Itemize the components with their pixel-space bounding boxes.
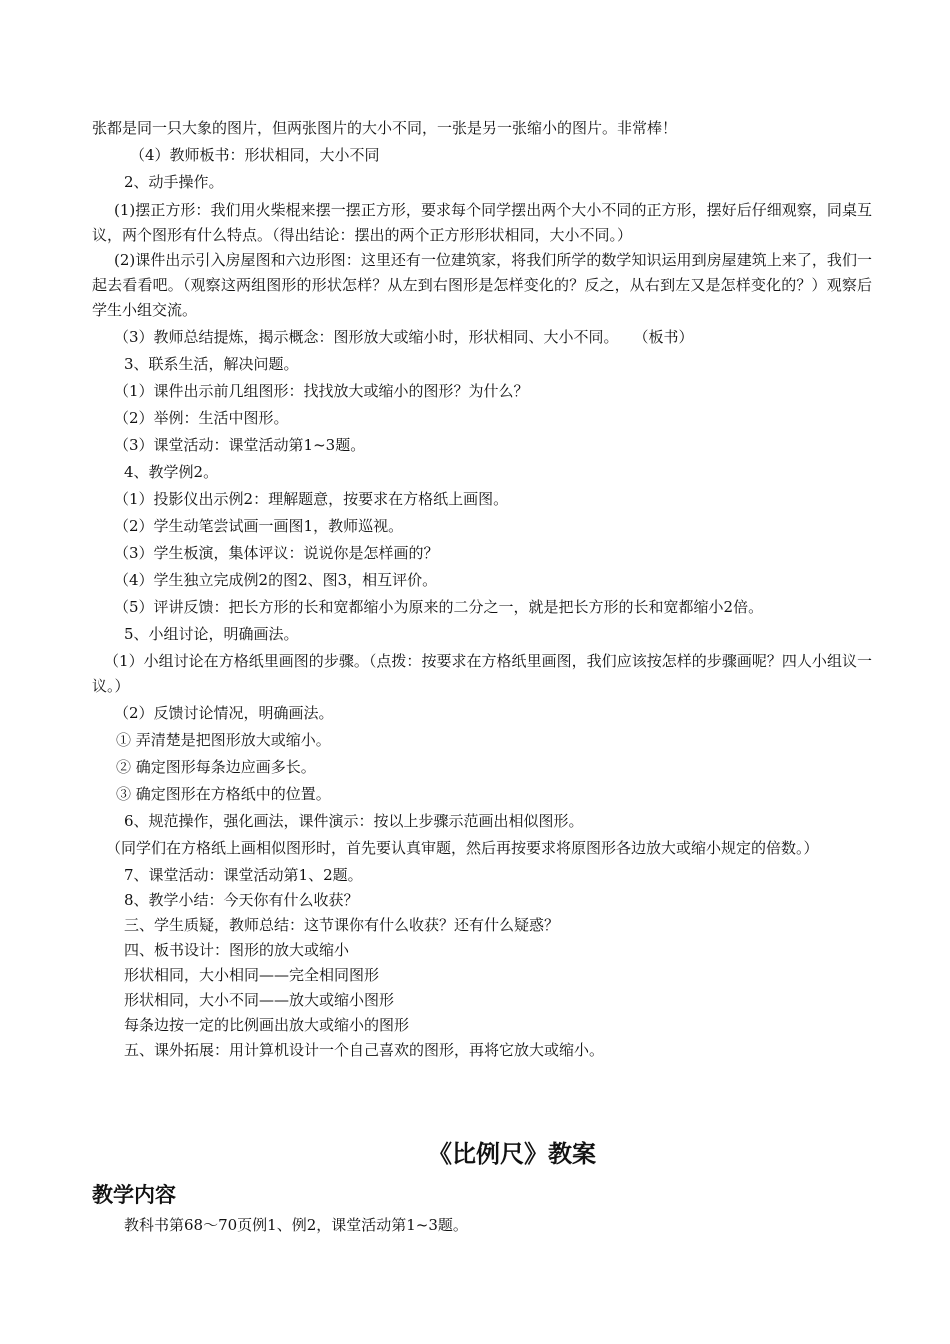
paragraph: （1）课件出示前几组图形：找找放大或缩小的图形？为什么？: [114, 382, 529, 400]
paragraph: (2)课件出示引入房屋图和六边形图：这里还有一位建筑家，将我们所学的数学知识运用到房屋建筑上来了，我们一起去看看吧。（观察这两组图形的形状怎样？从左到右图形是怎样变化的？反之，从右到左又是怎样变化的？）观察后学生小组交流。: [92, 251, 872, 319]
paragraph: （1）投影仪出示例2：理解题意，按要求在方格纸上画图。: [114, 490, 509, 508]
paragraph: （2）学生动笔尝试画一画图1，教师巡视。: [114, 517, 404, 535]
paragraph: （3）课堂活动：课堂活动第1~3题。: [114, 436, 366, 454]
paragraph: 4、教学例2。: [124, 463, 219, 481]
paragraph: 三、学生质疑，教师总结：这节课你有什么收获？还有什么疑惑？: [124, 916, 560, 934]
paragraph: ③ 确定图形在方格纸中的位置。: [116, 785, 331, 803]
paragraph: 形状相同，大小相同——完全相同图形: [124, 966, 380, 984]
paragraph: (1)摆正方形：我们用火柴棍来摆一摆正方形，要求每个同学摆出两个大小不同的正方形，摆好后仔细观察，同桌互议，两个图形有什么特点。（得出结论：摆出的两个正方形形状相同，大小不同。）: [92, 201, 872, 244]
paragraph: 2、动手操作。: [124, 173, 224, 191]
paragraph: （3）教师总结提炼，揭示概念：图形放大或缩小时，形状相同、大小不同。 （板书）: [114, 328, 694, 346]
paragraph: 6、规范操作，强化画法，课件演示：按以上步骤示范画出相似图形。: [124, 812, 584, 830]
paragraph: （1）小组讨论在方格纸里画图的步骤。（点拨：按要求在方格纸里画图，我们应该按怎样的步骤画呢？四人小组议一议。）: [92, 652, 872, 695]
paragraph: 五、课外拓展：用计算机设计一个自己喜欢的图形，再将它放大或缩小。: [124, 1041, 605, 1059]
paragraph: （2）反馈讨论情况，明确画法。: [114, 704, 334, 722]
section-heading: 教学内容: [92, 1183, 176, 1207]
section-text: 教科书第68～70页例1、例2，课堂活动第1~3题。: [124, 1216, 468, 1234]
paragraph: 7、课堂活动：课堂活动第1、2题。: [124, 866, 363, 884]
paragraph: 形状相同，大小不同——放大或缩小图形: [124, 991, 395, 1009]
paragraph: 四、板书设计：图形的放大或缩小: [124, 941, 350, 959]
paragraph: （4）学生独立完成例2的图2、图3，相互评价。: [114, 571, 438, 589]
paragraph: （5）评讲反馈：把长方形的长和宽都缩小为原来的二分之一，就是把长方形的长和宽都缩小2倍。: [114, 598, 764, 616]
paragraph: 张都是同一只大象的图片，但两张图片的大小不同，一张是另一张缩小的图片。非常棒！: [92, 119, 678, 137]
paragraph: 3、联系生活，解决问题。: [124, 355, 299, 373]
paragraph: 每条边按一定的比例画出放大或缩小的图形: [124, 1016, 410, 1034]
paragraph: （3）学生板演，集体评议：说说你是怎样画的？: [114, 544, 439, 562]
lesson-title: 《比例尺》教案: [428, 1139, 596, 1168]
paragraph: 8、教学小结：今天你有什么收获？: [124, 891, 359, 909]
paragraph: ② 确定图形每条边应画多长。: [116, 758, 316, 776]
paragraph: （4）教师板书：形状相同，大小不同: [130, 146, 380, 164]
paragraph: 5、小组讨论，明确画法。: [124, 625, 299, 643]
paragraph: （2）举例：生活中图形。: [114, 409, 289, 427]
paragraph: ① 弄清楚是把图形放大或缩小。: [116, 731, 331, 749]
lesson-body: [92, 116, 872, 1063]
paragraph: （同学们在方格纸上画相似图形时，首先要认真审题，然后再按要求将原图形各边放大或缩小规定的倍数。）: [106, 839, 819, 857]
